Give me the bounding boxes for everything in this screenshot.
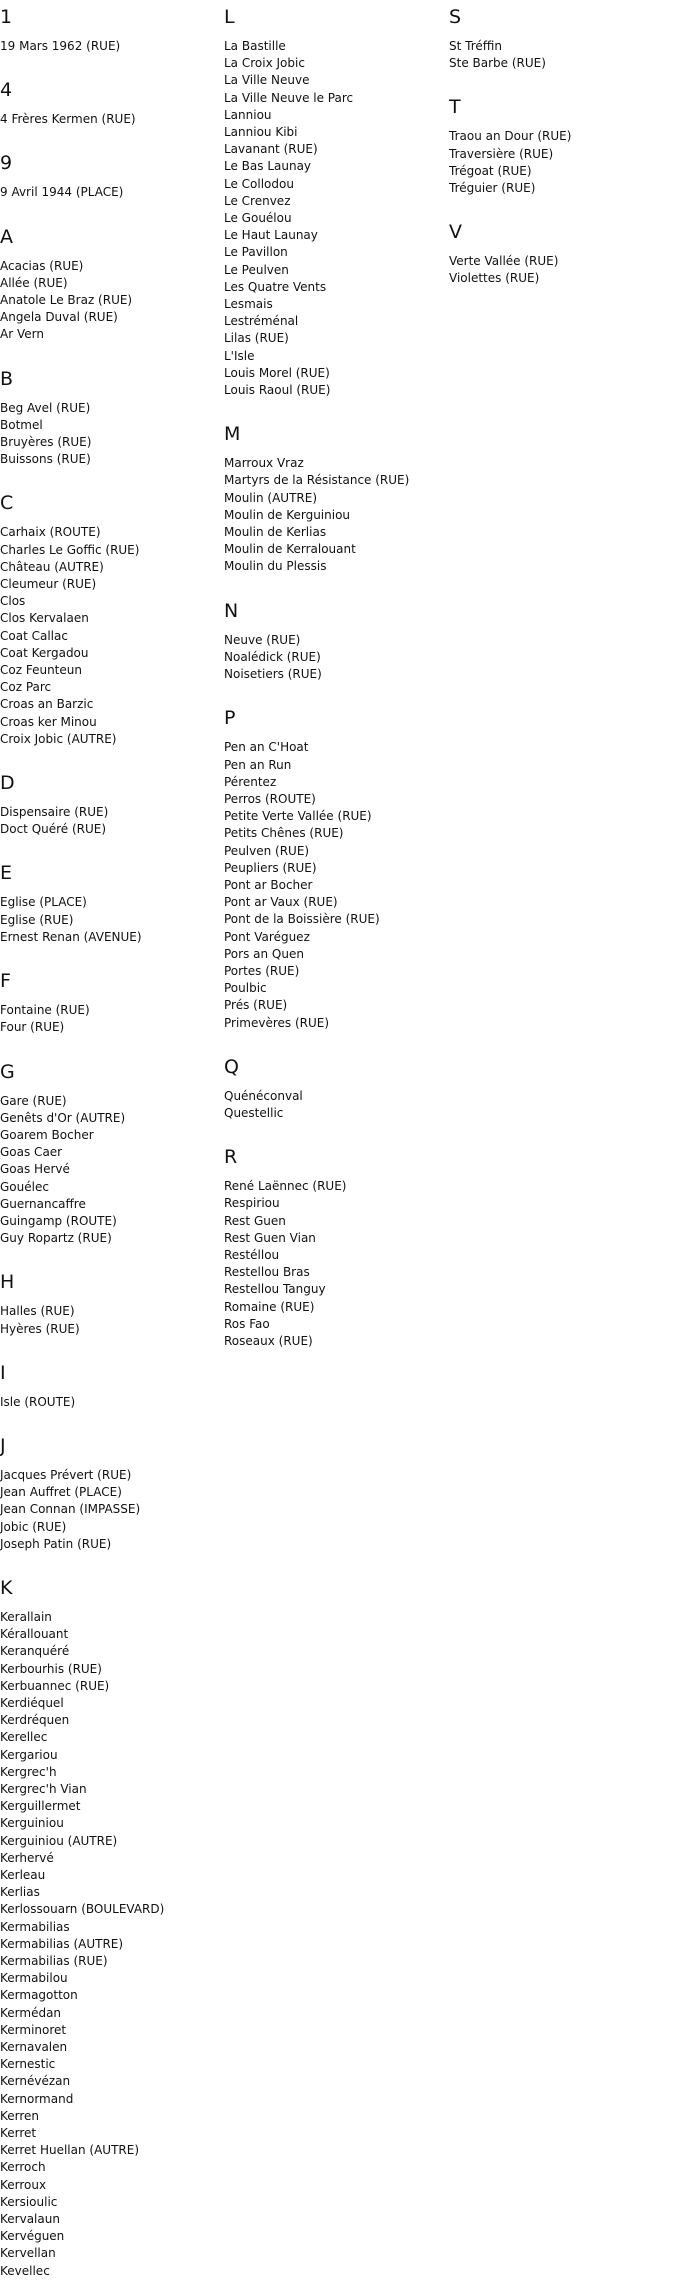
street-link[interactable]: Carhaix (ROUTE) [0,525,101,540]
section-letter: L [224,6,235,28]
street-link[interactable]: Kernavalen [0,2040,68,2055]
street-list [0,1002,220,1036]
section-4 [0,77,220,128]
street-link[interactable]: Marroux Vraz [224,456,304,471]
street-link[interactable]: Pont ar Vaux (RUE) [224,895,338,910]
street-link[interactable]: Kergariou [0,1747,58,1762]
street-link[interactable]: Lanniou [224,107,272,122]
street-list [0,1609,220,2280]
section-letter: 4 [0,79,13,102]
street-link[interactable]: Kérallouant [0,1627,69,1642]
street-list [0,1467,220,1553]
street-link[interactable]: Allée (RUE) [0,275,68,290]
section-letter: I [0,1361,6,1384]
street-link[interactable]: Jean Connan (IMPASSE) [0,1502,141,1517]
street-link[interactable]: Moulin de Kerguiniou [224,507,351,522]
street-link[interactable]: Peupliers (RUE) [224,860,317,875]
section-letter: E [0,862,13,885]
street-link[interactable]: Kernormand [0,2091,74,2106]
street-link[interactable]: Goas Caer [0,1145,63,1160]
street-link[interactable]: Kerminoret [0,2022,67,2037]
street-list [0,111,220,128]
section-letter: R [224,1146,238,1169]
street-link[interactable]: Restéllou [224,1247,280,1262]
section-i [0,1360,220,1411]
section-9 [0,150,220,201]
street-link[interactable]: Questellic [224,1105,284,1120]
street-link[interactable]: La Bastille [224,39,286,53]
column-2 [224,4,444,1350]
street-link[interactable]: Roseaux (RUE) [224,1333,313,1348]
street-link[interactable]: Kervéguen [0,2229,65,2244]
street-list [0,400,220,469]
street-list [449,38,669,72]
street-list [0,184,220,201]
street-link[interactable]: Ernest Renan (AVENUE) [0,929,142,944]
street-link[interactable]: Pors an Quen [224,946,304,961]
street-link[interactable]: Acacias (RUE) [0,258,84,273]
section-v [449,219,669,287]
street-link[interactable]: Charles Le Goffic (RUE) [0,542,140,557]
street-link[interactable]: La Ville Neuve [224,73,310,88]
street-link[interactable]: Botmel [0,417,43,432]
street-link[interactable]: Le Collodou [224,176,294,191]
street-link[interactable]: Quénéconval [224,1088,303,1103]
street-link[interactable]: Pen an C'Hoat [224,740,309,755]
section-1 [0,4,220,55]
street-link[interactable]: Kerlias [0,1885,40,1900]
section-letter: Q [224,1055,239,1078]
street-list [0,524,220,748]
street-link[interactable]: Le Bas Launay [224,159,312,174]
street-list [224,632,444,684]
street-link[interactable]: Kerguillermet [0,1799,81,1814]
street-link[interactable]: Kernévézan [0,2074,71,2089]
street-link[interactable]: Ros Fao [224,1316,270,1331]
street-list [449,253,669,287]
street-list [0,1394,220,1411]
street-link[interactable]: Lavanant (RUE) [224,142,318,157]
street-link[interactable]: Kerbourhis (RUE) [0,1661,102,1676]
section-letter: A [0,225,13,248]
street-link[interactable]: Primevères (RUE) [224,1015,330,1030]
street-link[interactable]: Doct Quéré (RUE) [0,822,107,837]
street-list [224,739,444,1031]
section-letter: J [0,1434,6,1457]
street-link[interactable]: Kermagotton [0,1988,78,2003]
street-link[interactable]: Moulin du Plessis [224,559,327,574]
street-link[interactable]: La Croix Jobic [224,56,305,71]
section-l [224,4,444,399]
street-link[interactable]: Violettes (RUE) [449,271,540,286]
street-link[interactable]: Petite Verte Vallée (RUE) [224,809,372,824]
section-a [0,224,220,344]
section-letter: M [224,423,241,446]
section-r [224,1144,444,1350]
column-3 [449,4,669,288]
section-h [0,1269,220,1337]
street-link[interactable]: Coat Callac [0,628,68,643]
street-link[interactable]: Pont de la Boissière (RUE) [224,912,380,927]
street-link[interactable]: Kerhervé [0,1850,54,1865]
street-link[interactable]: Kergrec'h [0,1764,57,1779]
street-link[interactable]: Kermabilias [0,1919,70,1934]
street-link[interactable]: Le Peulven [224,262,289,277]
street-link[interactable]: St Tréffin [449,39,502,53]
street-link[interactable]: Kerroux [0,2177,47,2192]
section-letter: B [0,367,14,390]
street-list [0,38,220,55]
street-list [0,1093,220,1248]
section-letter: D [0,772,15,795]
street-link[interactable]: Tréguier (RUE) [449,181,536,196]
street-link[interactable]: Goarem Bocher [0,1127,94,1142]
street-list [449,128,669,197]
section-letter: T [449,96,461,119]
street-link[interactable]: L'Isle [224,348,255,363]
street-link[interactable]: Rest Guen Vian [224,1230,316,1245]
street-link[interactable]: Clos [0,594,26,609]
street-link[interactable]: Kerret Huellan (AUTRE) [0,2143,140,2158]
street-link[interactable]: Traversière (RUE) [449,146,554,161]
street-link[interactable]: Croix Jobic (AUTRE) [0,731,117,746]
street-link[interactable]: Kermabilou [0,1971,68,1986]
street-link[interactable]: Eglise (RUE) [0,912,74,927]
section-t [449,94,669,197]
street-link[interactable]: Kerallain [0,1609,52,1624]
street-link[interactable]: Clos Kervalaen [0,611,89,626]
street-link[interactable]: Guernancaffre [0,1196,86,1211]
street-link[interactable]: Petits Chênes (RUE) [224,826,344,841]
street-link[interactable]: La Ville Neuve le Parc [224,90,354,105]
street-link[interactable]: Kerlossouarn (BOULEVARD) [0,1902,165,1917]
section-letter: F [0,970,11,993]
street-link[interactable]: Rest Guen [224,1213,286,1228]
street-list [0,258,220,344]
street-link[interactable]: Moulin de Kerralouant [224,542,356,557]
street-link[interactable]: Le Pavillon [224,245,288,260]
section-g [0,1059,220,1248]
street-link[interactable]: Jacques Prévert (RUE) [0,1467,132,1482]
section-e [0,860,220,946]
street-link[interactable]: Lestréménal [224,314,299,329]
street-link[interactable]: Kerellec [0,1730,48,1745]
street-link[interactable]: Croas ker Minou [0,714,97,729]
street-link[interactable]: Kernestic [0,2057,56,2072]
section-letter: P [224,707,236,730]
street-link[interactable]: Beg Avel (RUE) [0,400,91,415]
street-link[interactable]: 9 Avril 1944 (PLACE) [0,185,124,200]
section-m [224,421,444,575]
street-link[interactable]: Portes (RUE) [224,963,300,978]
street-link[interactable]: René Laënnec (RUE) [224,1179,347,1194]
street-link[interactable]: Kevellec [0,2263,50,2278]
street-link[interactable]: Eglise (PLACE) [0,895,87,910]
street-link[interactable]: Moulin (AUTRE) [224,490,317,505]
street-link[interactable]: Lilas (RUE) [224,331,289,346]
street-link[interactable]: Ar Vern [0,327,44,342]
street-link[interactable]: Respiriou [224,1196,280,1211]
street-link[interactable]: Lanniou Kibi [224,125,298,140]
section-letter: V [449,221,462,244]
section-letter: 1 [0,6,13,28]
column-1 [0,4,220,2280]
street-link[interactable]: Jobic (RUE) [0,1519,67,1534]
street-link[interactable]: 4 Frères Kermen (RUE) [0,112,136,127]
street-link[interactable]: Isle (ROUTE) [0,1394,76,1409]
street-link[interactable]: Le Haut Launay [224,228,318,243]
street-link[interactable]: Kervalaun [0,2212,60,2227]
street-link[interactable]: Le Gouélou [224,211,292,226]
section-p [224,705,444,1031]
section-q [224,1054,444,1122]
street-link[interactable]: Poulbic [224,981,267,996]
street-link[interactable]: Traou an Dour (RUE) [449,129,572,144]
section-c [0,490,220,748]
street-link[interactable]: Pérentez [224,774,277,789]
street-link[interactable]: Verte Vallée (RUE) [449,254,559,269]
street-list [224,1088,444,1122]
street-link[interactable]: Kergrec'h Vian [0,1781,87,1796]
street-link[interactable]: Kermabilias (AUTRE) [0,1936,124,1951]
street-link[interactable]: Moulin de Kerlias [224,525,327,540]
street-link[interactable]: Kerguiniou (AUTRE) [0,1833,118,1848]
section-j [0,1433,220,1553]
street-link[interactable]: Halles (RUE) [0,1304,75,1319]
section-letter: K [0,1576,13,1599]
street-link[interactable]: Romaine (RUE) [224,1299,315,1314]
street-link[interactable]: Kerdiéquel [0,1695,64,1710]
street-link[interactable]: Keranquéré [0,1644,70,1659]
street-link[interactable]: Ste Barbe (RUE) [449,56,546,71]
section-s [449,4,669,72]
section-d [0,770,220,838]
street-link[interactable]: Gouélec [0,1179,49,1194]
street-link[interactable]: Noalédick (RUE) [224,649,321,664]
section-letter: 9 [0,152,13,175]
street-link[interactable]: Anatole Le Braz (RUE) [0,293,133,308]
street-link[interactable]: Genêts d'Or (AUTRE) [0,1110,126,1125]
street-link[interactable]: Perros (ROUTE) [224,791,316,806]
street-link[interactable]: Guy Ropartz (RUE) [0,1231,112,1246]
street-link[interactable]: Kerguiniou [0,1816,64,1831]
street-link[interactable]: Peulven (RUE) [224,843,310,858]
street-link[interactable]: Joseph Patin (RUE) [0,1536,112,1551]
street-link[interactable]: Martyrs de la Résistance (RUE) [224,473,410,488]
street-link[interactable]: Pont ar Bocher [224,877,313,892]
section-f [0,968,220,1036]
street-link[interactable]: Coz Parc [0,680,52,695]
street-link[interactable]: Prés (RUE) [224,998,288,1013]
section-k [0,1575,220,2280]
street-link[interactable]: Pen an Run [224,757,292,772]
street-link[interactable]: Kerren [0,2108,40,2123]
street-link[interactable]: Kerleau [0,1868,46,1882]
street-link[interactable]: Gare (RUE) [0,1093,67,1108]
street-link[interactable]: Bruyères (RUE) [0,435,92,450]
street-link[interactable]: Kersioulic [0,2194,58,2209]
street-link[interactable]: Angela Duval (RUE) [0,310,118,325]
street-link[interactable]: Trégoat (RUE) [449,163,532,178]
street-link[interactable]: Les Quatre Vents [224,279,327,294]
street-link[interactable]: Kerroch [0,2160,46,2175]
street-list [0,894,220,946]
street-link[interactable]: Kermédan [0,2005,62,2020]
street-link[interactable]: Kermabilias (RUE) [0,1954,108,1969]
street-link[interactable]: Le Crenvez [224,193,291,208]
section-b [0,366,220,469]
street-link[interactable]: Kerret [0,2126,37,2141]
street-list [224,38,444,399]
street-link[interactable]: Louis Morel (RUE) [224,365,330,380]
street-link[interactable]: Pont Varéguez [224,929,310,944]
section-n [224,598,444,684]
street-link[interactable]: Dispensaire (RUE) [0,805,109,820]
street-link[interactable]: Croas an Barzic [0,697,94,712]
street-link[interactable]: Neuve (RUE) [224,632,301,647]
section-letter: C [0,492,14,515]
street-list [0,804,220,838]
street-link[interactable]: Jean Auffret (PLACE) [0,1485,122,1500]
section-letter: H [0,1271,15,1294]
street-link[interactable]: Kerdréquen [0,1713,70,1728]
street-link[interactable]: Four (RUE) [0,1020,65,1035]
street-link[interactable]: Château (AUTRE) [0,559,104,574]
street-link[interactable]: 19 Mars 1962 (RUE) [0,39,121,53]
street-link[interactable]: Kerbuannec (RUE) [0,1678,110,1693]
street-link[interactable]: Fontaine (RUE) [0,1003,90,1018]
street-link[interactable]: Guingamp (ROUTE) [0,1213,117,1228]
street-link[interactable]: Coat Kergadou [0,645,89,660]
section-letter: N [224,599,239,622]
section-letter: S [449,6,462,28]
street-link[interactable]: Cleumeur (RUE) [0,577,97,592]
street-link[interactable]: Coz Feunteun [0,663,82,678]
street-link[interactable]: Buissons (RUE) [0,452,91,467]
street-link[interactable]: Hyères (RUE) [0,1321,80,1336]
street-link[interactable]: Kervellan [0,2246,56,2261]
street-link[interactable]: Louis Raoul (RUE) [224,383,331,398]
street-list [224,1178,444,1350]
street-link[interactable]: Restellou Bras [224,1265,310,1280]
street-list [224,455,444,575]
street-link[interactable]: Goas Hervé [0,1162,70,1177]
section-letter: G [0,1060,15,1083]
street-link[interactable]: Noisetiers (RUE) [224,667,322,682]
street-list [0,1303,220,1337]
street-link[interactable]: Restellou Tanguy [224,1282,326,1297]
street-link[interactable]: Lesmais [224,297,273,312]
